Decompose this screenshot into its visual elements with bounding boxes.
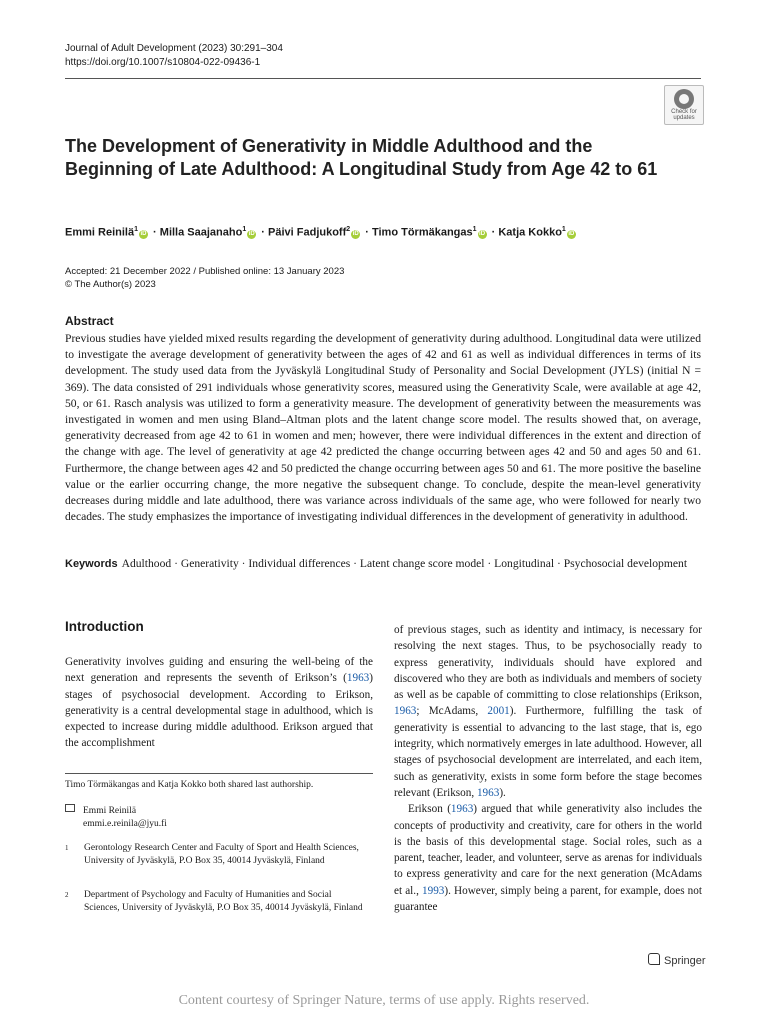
- author-affiliation: 1: [242, 226, 247, 233]
- affiliation-text: Gerontology Research Center and Faculty of Sport and Health Sciences, University of Jyväskylä, P.O Box 35, 40014 Jyväskylä, Finland: [84, 843, 359, 866]
- introduction-heading: Introduction: [65, 619, 144, 634]
- citation-link[interactable]: 1963: [476, 786, 500, 799]
- intro-paragraph: [394, 801, 702, 915]
- author-separator: ·: [261, 226, 265, 239]
- citation-link[interactable]: 1993: [422, 884, 445, 897]
- abstract-text: Previous studies have yielded mixed results regarding the development of generativity during adulthood. Longitudinal data were utilized to investigate the average development of generativity between the ages of 42 and 61 as well as individual differences in terms of its development. The study used data from the Jyväskylä Longitudinal Study of Personality and Social Development (JYLS) (initial N = 369). The data consisted of 291 individuals whose generativity scores, measured using the Generativity Scale, were available at age 42, 50, or 61. Rasch analysis was utilized to form a generativity measure. The development of generativity between the measurements was investigated in women and men using Bland–Altman plots and the latent change score model. The results showed that, on average, generativity decreased from age 42 to 61 in women and men; however, there were individual differences in the extent and direction of the change with age. The level of generativity at age 42 predicted the change occurring between ages 42 and 50 and ages 50 and 61. Furthermore, the change between ages 42 and 50 predicted the change occurring between ages 50 and 61. The more positive the baseline value or the earlier occurring change, the more negative the subsequent change. To conclude, despite the mean-level generativity decreases during middle and late adulthood, there was variance across individuals of the same age, who were followed for nearly two decades. The study emphasizes the importance of investigating individual differences in the development of generativity in adulthood.: [65, 332, 701, 524]
- check-for-updates-icon: [674, 89, 694, 109]
- orcid-icon[interactable]: iD: [479, 230, 486, 237]
- text-run: ) stages of psychosocial development. According to Erikson, generativity is a central developmental stage in adulthood, which is expected to increase during middle adulthood. Erikson argued that the accomplishment: [65, 672, 373, 750]
- author-name[interactable]: Katja Kokko: [498, 226, 562, 239]
- check-for-updates-label-1: Check for: [671, 109, 697, 115]
- author-affiliation: 1: [472, 226, 477, 233]
- check-for-updates-label-2: updates: [673, 115, 695, 121]
- text-run: ; McAdams,: [416, 705, 488, 718]
- check-for-updates-badge[interactable]: [664, 85, 704, 125]
- orcid-icon[interactable]: iD: [352, 230, 359, 237]
- text-run: ).: [499, 786, 506, 799]
- affiliation-number: 1: [65, 844, 69, 852]
- keywords-label: Keywords: [65, 558, 118, 570]
- footnote-rule: [65, 773, 373, 774]
- author-name[interactable]: Milla Saajanaho: [159, 226, 243, 239]
- keywords-list: Adulthood · Generativity · Individual differences · Latent change score model · Longitudinal · Psychosocial development: [121, 557, 688, 570]
- text-run: of previous stages, such as identity and intimacy, is necessary for resolving the next stages. Thus, to be psychosocially ready to express generativity, individuals should have explored and discovered who they are both as individuals and members of society as well as be capable of committing to close relationships (Erikson,: [394, 624, 702, 702]
- shared-authorship-note: Timo Törmäkangas and Katja Kokko both shared last authorship.: [65, 780, 314, 790]
- orcid-icon[interactable]: iD: [140, 230, 147, 237]
- corresponding-name: Emmi Reinilä: [83, 806, 137, 816]
- citation-link[interactable]: 1963: [394, 705, 417, 718]
- author-list: [65, 226, 578, 239]
- journal-citation: Journal of Adult Development (2023) 30:291–304: [65, 43, 283, 54]
- citation-link[interactable]: 2001: [487, 705, 510, 718]
- intro-paragraph: [394, 622, 702, 801]
- text-run: Generativity involves guiding and ensuring the well-being of the next generation and represents the seventh of Erikson’s (: [65, 656, 373, 685]
- orcid-icon[interactable]: iD: [248, 230, 255, 237]
- publisher-logo: [648, 953, 706, 967]
- citation-link[interactable]: 1963: [450, 803, 474, 816]
- keywords: [65, 556, 701, 572]
- abstract-heading: Abstract: [65, 314, 114, 328]
- affiliation-1: [65, 842, 373, 882]
- article-title: The Development of Generativity in Middle Adulthood and the Beginning of Late Adulthood: A Longitudinal Study from Age 42 to 61: [65, 136, 658, 179]
- author-separator: ·: [153, 226, 157, 239]
- corresponding-email[interactable]: emmi.e.reinila@jyu.fi: [83, 819, 167, 829]
- affiliation-2: [65, 889, 373, 929]
- copyright-line: © The Author(s) 2023: [65, 279, 156, 290]
- springer-logo-icon: [648, 953, 660, 965]
- author-name[interactable]: Timo Törmäkangas: [371, 226, 473, 239]
- courtesy-notice: Content courtesy of Springer Nature, terms of use apply. Rights reserved.: [178, 993, 590, 1008]
- affiliation-number: 2: [65, 891, 69, 899]
- orcid-icon[interactable]: iD: [568, 230, 575, 237]
- author-affiliation: 1: [561, 226, 566, 233]
- text-run: Erikson (: [408, 803, 451, 816]
- header-rule: [65, 78, 701, 79]
- publication-dates: [65, 265, 344, 291]
- author-affiliation: 1: [134, 226, 138, 233]
- text-run: ). Furthermore, fulfilling the task of generativity is essential to advancing to the last stage, that is, ego integrity, which normatively emerges in late adulthood. However, all stages of psychosocial development are interrelated, and each item, such as generativity, exists in some form before the stage becomes relevant (Erikson,: [394, 705, 702, 799]
- journal-header: [65, 42, 283, 70]
- text-run: ). However, simply being a parent, for example, does not guarantee: [394, 884, 702, 914]
- accepted-published-dates: Accepted: 21 December 2022 / Published online: 13 January 2023: [65, 266, 345, 277]
- author-affiliation: 2: [346, 226, 351, 233]
- mail-icon: [65, 804, 75, 812]
- citation-link[interactable]: 1963: [346, 672, 370, 685]
- doi-link[interactable]: https://doi.org/10.1007/s10804-022-09436-1: [65, 57, 261, 68]
- author-name[interactable]: Päivi Fadjukoff: [268, 226, 347, 239]
- publisher-name: Springer: [664, 955, 706, 967]
- intro-paragraph-left: [65, 654, 373, 752]
- author-separator: ·: [365, 226, 369, 239]
- corresponding-author: [65, 805, 373, 831]
- affiliation-text: Department of Psychology and Faculty of Humanities and Social Sciences, University of Jyväskylä, P.O Box 35, 40014 Jyväskylä, Finland: [84, 890, 363, 913]
- author-name[interactable]: Emmi Reinilä: [65, 226, 135, 239]
- author-separator: ·: [491, 226, 496, 239]
- intro-column-right: [394, 622, 702, 915]
- text-run: ) argued that while generativity also includes the concepts of productivity and creativity, care for others in the world is the basis of this developmental stage. Social roles, such as a parent, teacher, leader, and volunteer, serve as arenas for individuals to express generativity and care for the next generation (McAdams et al.,: [394, 803, 702, 897]
